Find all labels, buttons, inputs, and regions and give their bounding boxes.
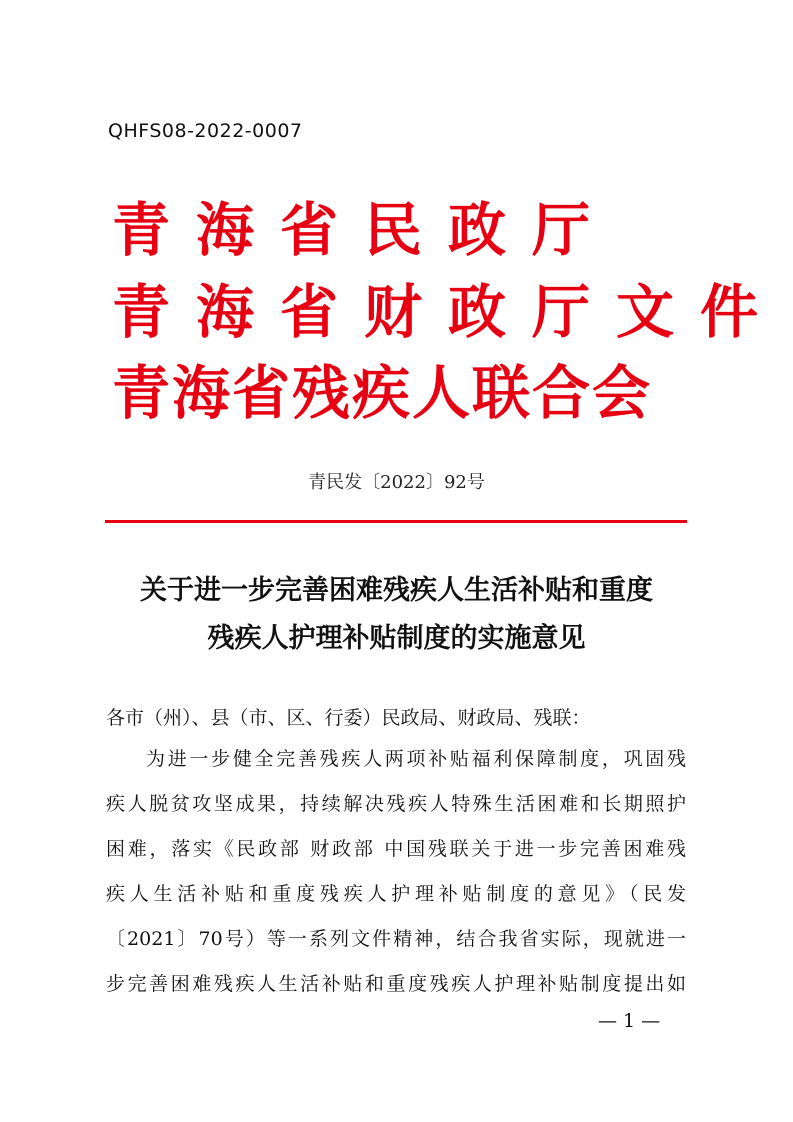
red-separator-line: [105, 520, 687, 523]
body-line: 疾人生活补贴和重度残疾人护理补贴制度的意见》（民发: [106, 883, 686, 905]
salutation: 各市（州）、县（市、区、行委）民政局、财政局、残联：: [106, 707, 591, 729]
document-title-line-2: 残疾人护理补贴制度的实施意见: [207, 623, 586, 654]
body-line: 〔2021〕70号）等一系列文件精神，结合我省实际，现就进一: [106, 928, 686, 950]
masthead-issuer-civil-affairs: 青海省民政厅: [112, 196, 617, 264]
body-paragraph: [106, 747, 686, 1017]
masthead-issuer-disabled-federation: 青海省残疾人联合会: [112, 359, 653, 427]
body-line: 为进一步健全完善残疾人两项补贴福利保障制度，巩固残: [146, 748, 686, 770]
document-code: QHFS08-2022-0007: [108, 120, 303, 142]
page-number: — 1 —: [598, 1010, 661, 1032]
document-number: 青民发〔2022〕92号: [308, 472, 485, 493]
body-line: 疾人脱贫攻坚成果，持续解决残疾人特殊生活困难和长期照护: [106, 793, 686, 815]
document-title-line-1: 关于进一步完善困难残疾人生活补贴和重度: [140, 575, 653, 606]
body-line: 困难，落实《民政部 财政部 中国残联关于进一步完善困难残: [106, 838, 686, 860]
body-line: 步完善困难残疾人生活补贴和重度残疾人护理补贴制度提出如: [106, 973, 686, 995]
masthead-issuer-finance: 青海省财政厅文件: [112, 278, 785, 346]
